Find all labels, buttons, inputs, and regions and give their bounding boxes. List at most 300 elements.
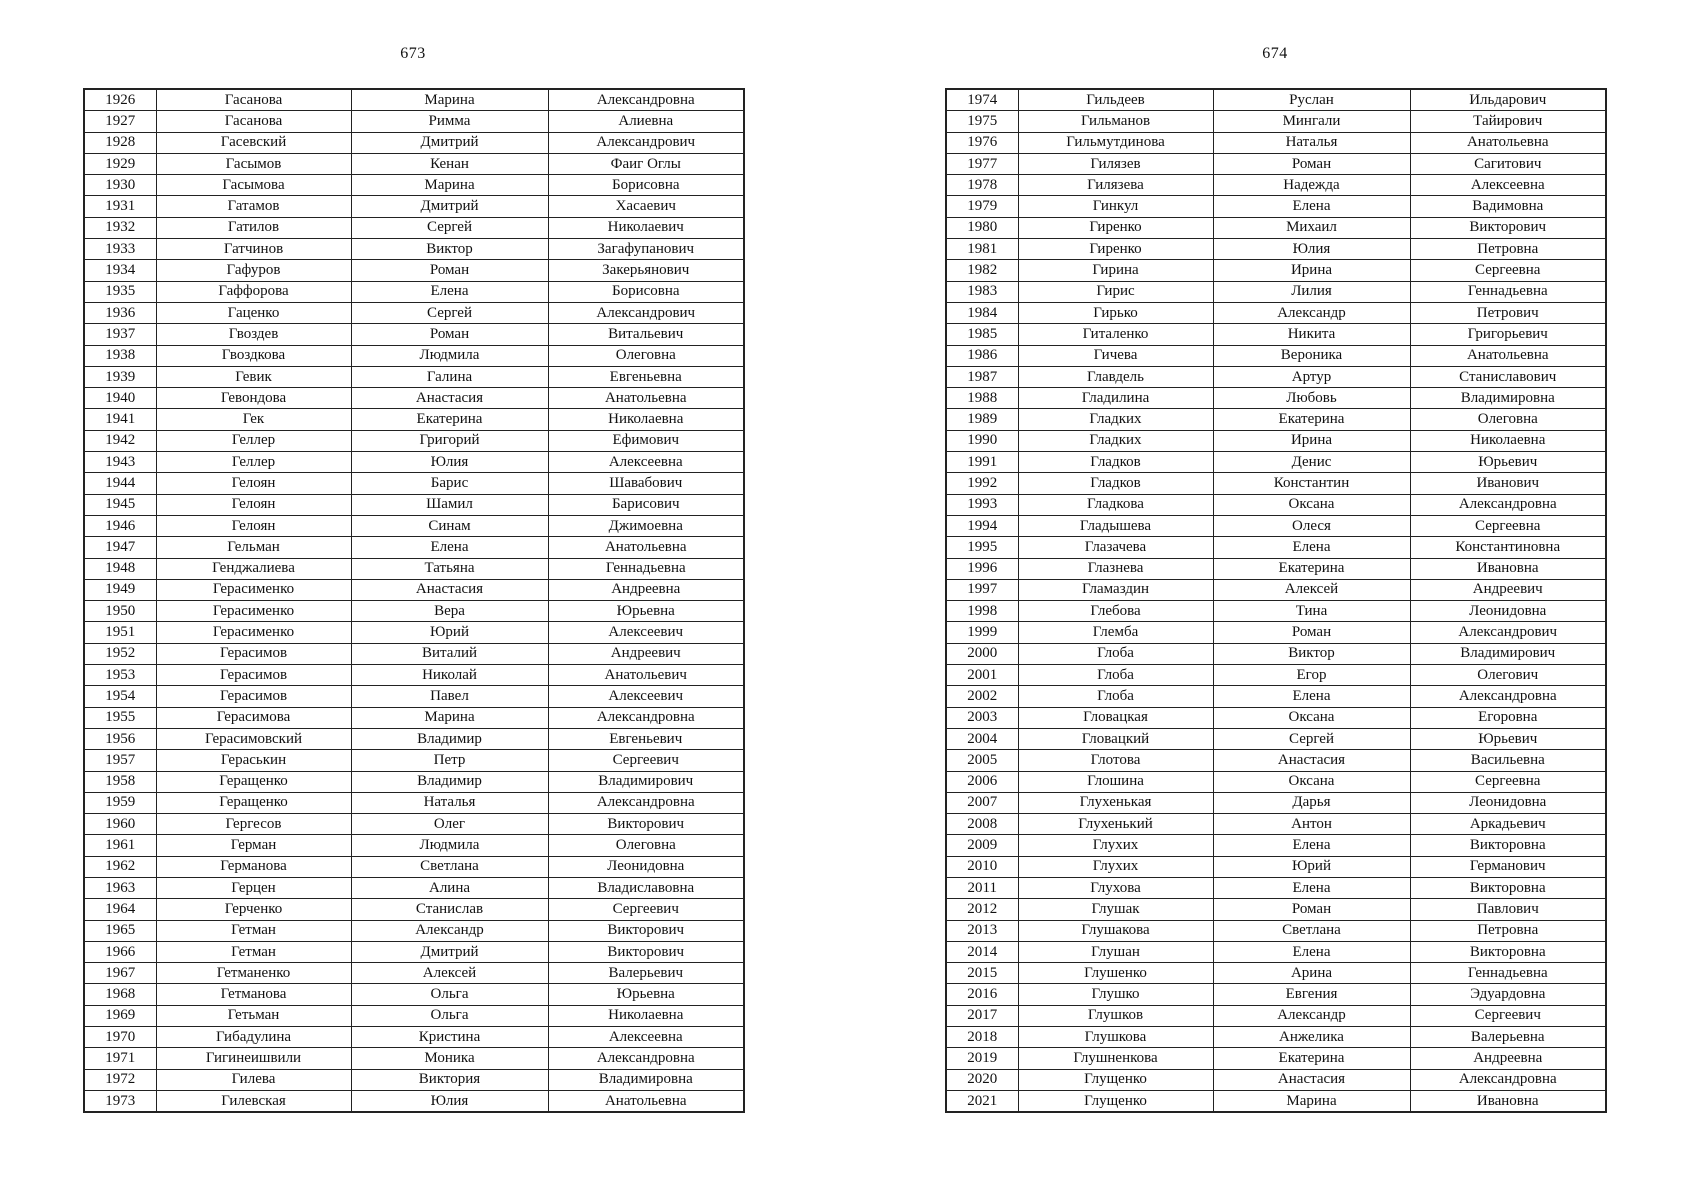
- table-row: [946, 89, 1606, 111]
- first-name-cell: Елена: [1213, 537, 1410, 558]
- table-row: [946, 1027, 1606, 1048]
- patronymic-cell: Викторовна: [1410, 877, 1606, 898]
- patronymic-cell: Николаевна: [548, 1005, 744, 1026]
- row-number-cell: 1993: [946, 494, 1018, 515]
- row-number-cell: 1978: [946, 175, 1018, 196]
- table-row: [84, 899, 744, 920]
- table-row: [946, 643, 1606, 664]
- first-name-cell: Елена: [1213, 877, 1410, 898]
- first-name-cell: Шамил: [351, 494, 548, 515]
- table-row: [946, 1090, 1606, 1112]
- last-name-cell: Глоба: [1018, 665, 1213, 686]
- first-name-cell: Вера: [351, 601, 548, 622]
- patronymic-cell: Николаевич: [548, 217, 744, 238]
- patronymic-cell: Анатольевна: [1410, 132, 1606, 153]
- row-number-cell: 1973: [84, 1090, 156, 1112]
- first-name-cell: Екатерина: [1213, 558, 1410, 579]
- last-name-cell: Гичева: [1018, 345, 1213, 366]
- first-name-cell: Роман: [1213, 622, 1410, 643]
- first-name-cell: Вероника: [1213, 345, 1410, 366]
- first-name-cell: Елена: [1213, 686, 1410, 707]
- patronymic-cell: Александровна: [548, 1048, 744, 1069]
- table-row: [84, 430, 744, 451]
- table-row: [84, 963, 744, 984]
- row-number-cell: 1943: [84, 452, 156, 473]
- table-row: [84, 153, 744, 174]
- last-name-cell: Гевик: [156, 366, 351, 387]
- last-name-cell: Гвоздкова: [156, 345, 351, 366]
- patronymic-cell: Валерьевич: [548, 963, 744, 984]
- last-name-cell: Гетманова: [156, 984, 351, 1005]
- first-name-cell: Виктор: [351, 239, 548, 260]
- patronymic-cell: Аркадьевич: [1410, 814, 1606, 835]
- table-row: [84, 196, 744, 217]
- table-row: [84, 728, 744, 749]
- last-name-cell: Герман: [156, 835, 351, 856]
- last-name-cell: Глушан: [1018, 941, 1213, 962]
- table-row: [946, 388, 1606, 409]
- last-name-cell: Глушков: [1018, 1005, 1213, 1026]
- table-row: [946, 1005, 1606, 1026]
- table-row: [84, 260, 744, 281]
- table-row: [946, 1048, 1606, 1069]
- patronymic-cell: Андреевна: [1410, 1048, 1606, 1069]
- first-name-cell: Марина: [351, 89, 548, 111]
- first-name-cell: Роман: [1213, 899, 1410, 920]
- last-name-cell: Гирина: [1018, 260, 1213, 281]
- patronymic-cell: Анатольевна: [548, 388, 744, 409]
- table-row: [946, 175, 1606, 196]
- first-name-cell: Юлия: [351, 1090, 548, 1112]
- last-name-cell: Гасымов: [156, 153, 351, 174]
- first-name-cell: Алексей: [1213, 579, 1410, 600]
- patronymic-cell: Тайирович: [1410, 111, 1606, 132]
- row-number-cell: 2020: [946, 1069, 1018, 1090]
- table-row: [84, 175, 744, 196]
- last-name-cell: Глазачева: [1018, 537, 1213, 558]
- patronymic-cell: Сергеевич: [1410, 1005, 1606, 1026]
- table-row: [84, 515, 744, 536]
- table-row: [946, 537, 1606, 558]
- row-number-cell: 1932: [84, 217, 156, 238]
- last-name-cell: Глоба: [1018, 643, 1213, 664]
- last-name-cell: Глушко: [1018, 984, 1213, 1005]
- row-number-cell: 1965: [84, 920, 156, 941]
- first-name-cell: Александр: [1213, 302, 1410, 323]
- table-row: [84, 345, 744, 366]
- last-name-cell: Германова: [156, 856, 351, 877]
- last-name-cell: Глушненкова: [1018, 1048, 1213, 1069]
- last-name-cell: Глазнева: [1018, 558, 1213, 579]
- row-number-cell: 2005: [946, 750, 1018, 771]
- patronymic-cell: Александровна: [548, 792, 744, 813]
- patronymic-cell: Александрович: [1410, 622, 1606, 643]
- patronymic-cell: Борисовна: [548, 175, 744, 196]
- patronymic-cell: Владиславовна: [548, 877, 744, 898]
- last-name-cell: Гибадулина: [156, 1027, 351, 1048]
- first-name-cell: Анастасия: [351, 579, 548, 600]
- first-name-cell: Юлия: [1213, 239, 1410, 260]
- last-name-cell: Гильманов: [1018, 111, 1213, 132]
- row-number-cell: 1963: [84, 877, 156, 898]
- table-row: [946, 750, 1606, 771]
- first-name-cell: Сергей: [351, 302, 548, 323]
- row-number-cell: 2009: [946, 835, 1018, 856]
- first-name-cell: Егор: [1213, 665, 1410, 686]
- first-name-cell: Виктория: [351, 1069, 548, 1090]
- row-number-cell: 1992: [946, 473, 1018, 494]
- row-number-cell: 2002: [946, 686, 1018, 707]
- last-name-cell: Герасимов: [156, 643, 351, 664]
- patronymic-cell: Викторович: [548, 814, 744, 835]
- row-number-cell: 1983: [946, 281, 1018, 302]
- table-row: [946, 260, 1606, 281]
- patronymic-cell: Иванович: [1410, 473, 1606, 494]
- patronymic-cell: Ильдарович: [1410, 89, 1606, 111]
- last-name-cell: Гладкова: [1018, 494, 1213, 515]
- table-row: [84, 388, 744, 409]
- row-number-cell: 1985: [946, 324, 1018, 345]
- last-name-cell: Геращенко: [156, 771, 351, 792]
- patronymic-cell: Сергеевич: [548, 899, 744, 920]
- last-name-cell: Гвоздев: [156, 324, 351, 345]
- last-name-cell: Глухенькая: [1018, 792, 1213, 813]
- patronymic-cell: Владимировна: [548, 1069, 744, 1090]
- patronymic-cell: Сергеевна: [1410, 515, 1606, 536]
- patronymic-cell: Сергеевна: [1410, 771, 1606, 792]
- patronymic-cell: Евгеньевна: [548, 366, 744, 387]
- table-row: [84, 324, 744, 345]
- patronymic-cell: Викторович: [548, 920, 744, 941]
- first-name-cell: Никита: [1213, 324, 1410, 345]
- last-name-cell: Глушак: [1018, 899, 1213, 920]
- table-row: [84, 920, 744, 941]
- patronymic-cell: Петрович: [1410, 302, 1606, 323]
- patronymic-cell: Алексеевна: [548, 452, 744, 473]
- last-name-cell: Гелоян: [156, 494, 351, 515]
- first-name-cell: Елена: [1213, 835, 1410, 856]
- table-row: [84, 707, 744, 728]
- table-row: [84, 409, 744, 430]
- last-name-cell: Гилевская: [156, 1090, 351, 1112]
- first-name-cell: Станислав: [351, 899, 548, 920]
- last-name-cell: Гек: [156, 409, 351, 430]
- patronymic-cell: Николаевна: [548, 409, 744, 430]
- table-row: [84, 835, 744, 856]
- table-row: [946, 707, 1606, 728]
- first-name-cell: Ольга: [351, 984, 548, 1005]
- last-name-cell: Герцен: [156, 877, 351, 898]
- first-name-cell: Сергей: [351, 217, 548, 238]
- table-row: [946, 366, 1606, 387]
- patronymic-cell: Петровна: [1410, 239, 1606, 260]
- first-name-cell: Юрий: [351, 622, 548, 643]
- table-row: [84, 302, 744, 323]
- table-row: [84, 814, 744, 835]
- patronymic-cell: Леонидовна: [548, 856, 744, 877]
- first-name-cell: Моника: [351, 1048, 548, 1069]
- table-row: [946, 494, 1606, 515]
- row-number-cell: 1957: [84, 750, 156, 771]
- patronymic-cell: Алексеевич: [548, 686, 744, 707]
- last-name-cell: Гладких: [1018, 409, 1213, 430]
- first-name-cell: Алина: [351, 877, 548, 898]
- row-number-cell: 2004: [946, 728, 1018, 749]
- first-name-cell: Артур: [1213, 366, 1410, 387]
- page-number: 673: [400, 45, 426, 62]
- last-name-cell: Гладилина: [1018, 388, 1213, 409]
- table-row: [946, 984, 1606, 1005]
- first-name-cell: Лилия: [1213, 281, 1410, 302]
- row-number-cell: 1930: [84, 175, 156, 196]
- first-name-cell: Надежда: [1213, 175, 1410, 196]
- table-row: [84, 750, 744, 771]
- patronymic-cell: Витальевич: [548, 324, 744, 345]
- table-row: [946, 430, 1606, 451]
- table-row: [946, 686, 1606, 707]
- row-number-cell: 1951: [84, 622, 156, 643]
- last-name-cell: Гельман: [156, 537, 351, 558]
- patronymic-cell: Викторовна: [1410, 835, 1606, 856]
- patronymic-cell: Александрович: [548, 132, 744, 153]
- page-number: 674: [1262, 45, 1288, 62]
- first-name-cell: Роман: [351, 260, 548, 281]
- row-number-cell: 1966: [84, 941, 156, 962]
- table-row: [946, 302, 1606, 323]
- patronymic-cell: Юрьевич: [1410, 452, 1606, 473]
- patronymic-cell: Юрьевич: [1410, 728, 1606, 749]
- patronymic-cell: Андреевич: [1410, 579, 1606, 600]
- first-name-cell: Александр: [351, 920, 548, 941]
- row-number-cell: 1984: [946, 302, 1018, 323]
- table-row: [946, 814, 1606, 835]
- first-name-cell: Дмитрий: [351, 132, 548, 153]
- row-number-cell: 1968: [84, 984, 156, 1005]
- table-row: [946, 153, 1606, 174]
- table-row: [84, 1027, 744, 1048]
- row-number-cell: 1944: [84, 473, 156, 494]
- table-row: [946, 217, 1606, 238]
- row-number-cell: 2007: [946, 792, 1018, 813]
- last-name-cell: Гетманенко: [156, 963, 351, 984]
- last-name-cell: Гладких: [1018, 430, 1213, 451]
- table-row: [84, 558, 744, 579]
- first-name-cell: Анастасия: [1213, 1069, 1410, 1090]
- last-name-cell: Гламаздин: [1018, 579, 1213, 600]
- last-name-cell: Глушенко: [1018, 963, 1213, 984]
- table-row: [946, 473, 1606, 494]
- row-number-cell: 1991: [946, 452, 1018, 473]
- table-row: [84, 217, 744, 238]
- row-number-cell: 2019: [946, 1048, 1018, 1069]
- last-name-cell: Геращенко: [156, 792, 351, 813]
- row-number-cell: 2017: [946, 1005, 1018, 1026]
- row-number-cell: 1946: [84, 515, 156, 536]
- last-name-cell: Гасанова: [156, 111, 351, 132]
- first-name-cell: Виктор: [1213, 643, 1410, 664]
- table-row: [84, 452, 744, 473]
- last-name-cell: Гергесов: [156, 814, 351, 835]
- last-name-cell: Глоба: [1018, 686, 1213, 707]
- first-name-cell: Дмитрий: [351, 941, 548, 962]
- first-name-cell: Наталья: [1213, 132, 1410, 153]
- table-row: [84, 1090, 744, 1112]
- row-number-cell: 1937: [84, 324, 156, 345]
- last-name-cell: Гирько: [1018, 302, 1213, 323]
- first-name-cell: Синам: [351, 515, 548, 536]
- patronymic-cell: Александровна: [548, 707, 744, 728]
- patronymic-cell: Александровна: [1410, 1069, 1606, 1090]
- last-name-cell: Глушкова: [1018, 1027, 1213, 1048]
- patronymic-cell: Андреевна: [548, 579, 744, 600]
- row-number-cell: 2014: [946, 941, 1018, 962]
- row-number-cell: 1941: [84, 409, 156, 430]
- table-row: [84, 984, 744, 1005]
- row-number-cell: 1995: [946, 537, 1018, 558]
- patronymic-cell: Владимировна: [1410, 388, 1606, 409]
- last-name-cell: Гетман: [156, 920, 351, 941]
- row-number-cell: 1974: [946, 89, 1018, 111]
- first-name-cell: Людмила: [351, 345, 548, 366]
- last-name-cell: Гиренко: [1018, 217, 1213, 238]
- table-row: [84, 366, 744, 387]
- last-name-cell: Гафуров: [156, 260, 351, 281]
- patronymic-cell: Александровна: [548, 89, 744, 111]
- first-name-cell: Оксана: [1213, 771, 1410, 792]
- row-number-cell: 1956: [84, 728, 156, 749]
- patronymic-cell: Владимирович: [548, 771, 744, 792]
- first-name-cell: Анастасия: [1213, 750, 1410, 771]
- row-number-cell: 1994: [946, 515, 1018, 536]
- row-number-cell: 1954: [84, 686, 156, 707]
- last-name-cell: Гетман: [156, 941, 351, 962]
- table-row: [84, 622, 744, 643]
- patronymic-cell: Алексеевич: [548, 622, 744, 643]
- table-row: [84, 1048, 744, 1069]
- row-number-cell: 1949: [84, 579, 156, 600]
- first-name-cell: Ольга: [351, 1005, 548, 1026]
- row-number-cell: 1970: [84, 1027, 156, 1048]
- table-row: [946, 792, 1606, 813]
- first-name-cell: Антон: [1213, 814, 1410, 835]
- patronymic-cell: Павлович: [1410, 899, 1606, 920]
- first-name-cell: Людмила: [351, 835, 548, 856]
- patronymic-cell: Алексеевна: [1410, 175, 1606, 196]
- last-name-cell: Глущенко: [1018, 1069, 1213, 1090]
- row-number-cell: 1936: [84, 302, 156, 323]
- table-row: [946, 963, 1606, 984]
- patronymic-cell: Петровна: [1410, 920, 1606, 941]
- row-number-cell: 1996: [946, 558, 1018, 579]
- last-name-cell: Главдель: [1018, 366, 1213, 387]
- first-name-cell: Екатерина: [1213, 1048, 1410, 1069]
- last-name-cell: Герасименко: [156, 622, 351, 643]
- table-row: [946, 771, 1606, 792]
- first-name-cell: Татьяна: [351, 558, 548, 579]
- first-name-cell: Галина: [351, 366, 548, 387]
- table-row: [946, 239, 1606, 260]
- row-number-cell: 1950: [84, 601, 156, 622]
- patronymic-cell: Анатольевич: [548, 665, 744, 686]
- table-row: [84, 89, 744, 111]
- patronymic-cell: Юрьевна: [548, 984, 744, 1005]
- last-name-cell: Гладков: [1018, 473, 1213, 494]
- last-name-cell: Глушакова: [1018, 920, 1213, 941]
- table-row: [84, 494, 744, 515]
- first-name-cell: Елена: [351, 537, 548, 558]
- row-number-cell: 1967: [84, 963, 156, 984]
- row-number-cell: 1981: [946, 239, 1018, 260]
- last-name-cell: Герасимова: [156, 707, 351, 728]
- table-row: [946, 324, 1606, 345]
- table-row: [84, 473, 744, 494]
- last-name-cell: Гильмутдинова: [1018, 132, 1213, 153]
- patronymic-cell: Викторовна: [1410, 941, 1606, 962]
- first-name-cell: Олеся: [1213, 515, 1410, 536]
- last-name-cell: Глухенький: [1018, 814, 1213, 835]
- row-number-cell: 1997: [946, 579, 1018, 600]
- first-name-cell: Кенан: [351, 153, 548, 174]
- patronymic-cell: Константиновна: [1410, 537, 1606, 558]
- first-name-cell: Александр: [1213, 1005, 1410, 1026]
- table-row: [946, 665, 1606, 686]
- table-row: [84, 792, 744, 813]
- first-name-cell: Виталий: [351, 643, 548, 664]
- row-number-cell: 1940: [84, 388, 156, 409]
- table-row: [84, 1069, 744, 1090]
- last-name-cell: Гинкул: [1018, 196, 1213, 217]
- row-number-cell: 2008: [946, 814, 1018, 835]
- patronymic-cell: Григорьевич: [1410, 324, 1606, 345]
- last-name-cell: Герасименко: [156, 579, 351, 600]
- last-name-cell: Глотова: [1018, 750, 1213, 771]
- first-name-cell: Тина: [1213, 601, 1410, 622]
- row-number-cell: 2011: [946, 877, 1018, 898]
- last-name-cell: Гатилов: [156, 217, 351, 238]
- last-name-cell: Гиренко: [1018, 239, 1213, 260]
- first-name-cell: Ирина: [1213, 430, 1410, 451]
- patronymic-cell: Ефимович: [548, 430, 744, 451]
- patronymic-cell: Егоровна: [1410, 707, 1606, 728]
- patronymic-cell: Фаиг Оглы: [548, 153, 744, 174]
- last-name-cell: Гелоян: [156, 515, 351, 536]
- patronymic-cell: Геннадьевна: [1410, 963, 1606, 984]
- row-number-cell: 1928: [84, 132, 156, 153]
- patronymic-cell: Закерьянович: [548, 260, 744, 281]
- first-name-cell: Владимир: [351, 771, 548, 792]
- table-row: [84, 643, 744, 664]
- row-number-cell: 2018: [946, 1027, 1018, 1048]
- row-number-cell: 2015: [946, 963, 1018, 984]
- patronymic-cell: Владимирович: [1410, 643, 1606, 664]
- patronymic-cell: Викторович: [1410, 217, 1606, 238]
- last-name-cell: Гераськин: [156, 750, 351, 771]
- last-name-cell: Гирис: [1018, 281, 1213, 302]
- first-name-cell: Петр: [351, 750, 548, 771]
- row-number-cell: 1955: [84, 707, 156, 728]
- row-number-cell: 1934: [84, 260, 156, 281]
- table-row: [946, 452, 1606, 473]
- row-number-cell: 2003: [946, 707, 1018, 728]
- last-name-cell: Гиталенко: [1018, 324, 1213, 345]
- first-name-cell: Римма: [351, 111, 548, 132]
- patronymic-cell: Шавабович: [548, 473, 744, 494]
- patronymic-cell: Эдуардовна: [1410, 984, 1606, 1005]
- row-number-cell: 1975: [946, 111, 1018, 132]
- last-name-cell: Герасименко: [156, 601, 351, 622]
- patronymic-cell: Барисович: [548, 494, 744, 515]
- last-name-cell: Гатамов: [156, 196, 351, 217]
